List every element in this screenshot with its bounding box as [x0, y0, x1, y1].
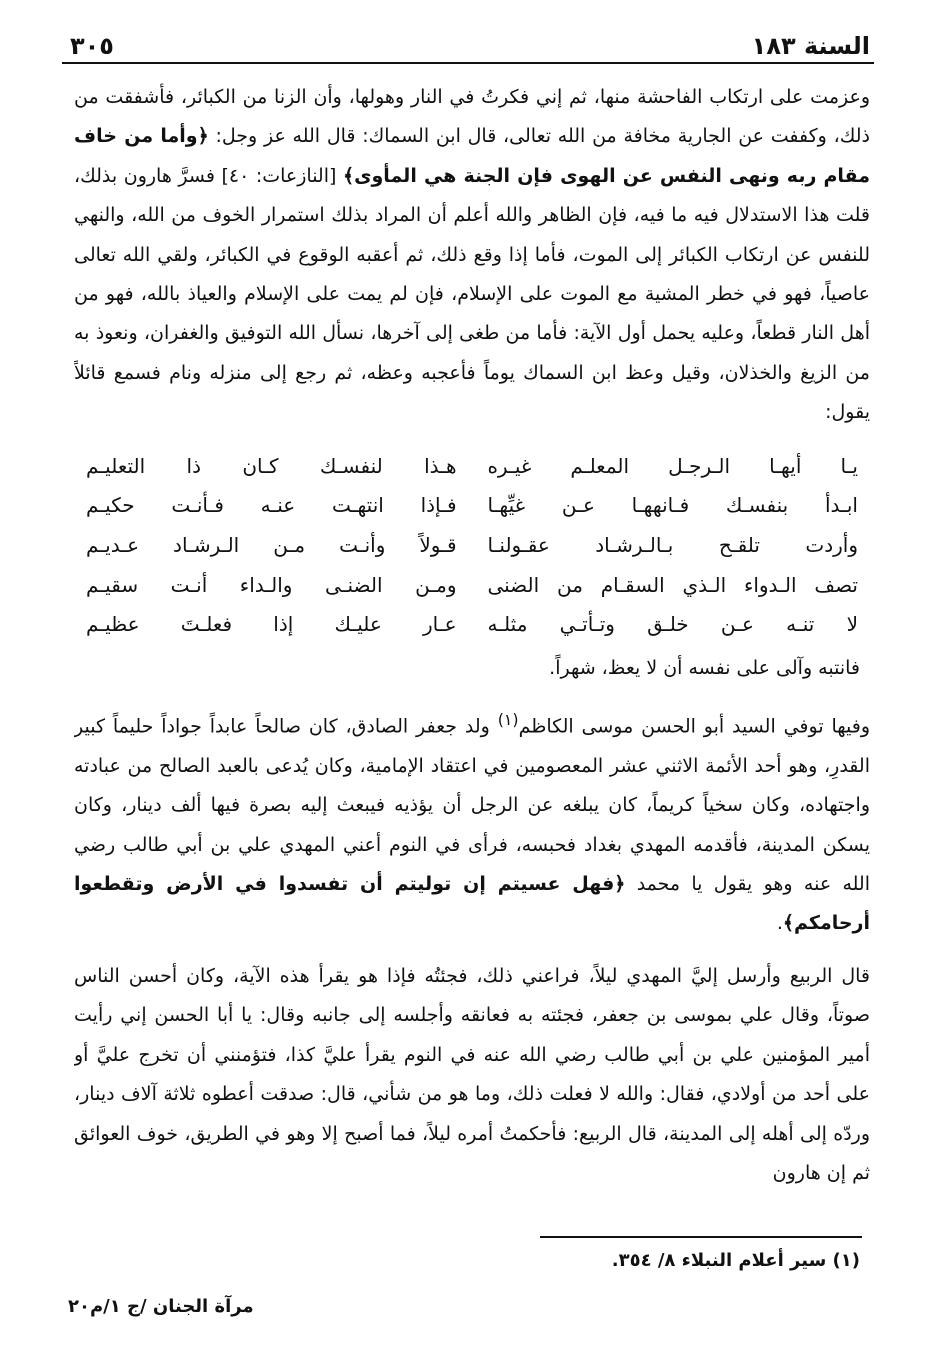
verse-first-hemistich: وأردت تلقـح بـالـرشـاد عقـولنـا: [487, 532, 858, 557]
verse-line: [86, 446, 858, 486]
footnote: (١) سير أعلام النبلاء ٨/ ٣٥٤.: [611, 1250, 860, 1271]
footnote-rule: [540, 1236, 862, 1238]
quran-quote-1: ﴿وأما من خاف مقام ربه ونهى النفس عن الهوى فإن الجنة هي المأوى﴾: [74, 125, 870, 187]
poem: [86, 446, 858, 644]
paragraph-2-text-c: .: [776, 912, 783, 935]
verse-second-hemistich: ومـن الضنـى والـداء أنـت سقيـم: [86, 572, 457, 597]
verse-first-hemistich: تصف الـدواء الـذي السقـام من الضنى: [487, 572, 858, 597]
verse-first-hemistich: يـا أيهـا الـرجـل المعلـم غيـره: [487, 453, 858, 478]
verse-line: [86, 525, 858, 565]
paragraph-al-rabi: قال الربيع وأرسل إليَّ المهدي ليلاً، فراعني ذلك، فجئتُه فإذا هو يقرأ هذه الآية، وكان أحسن الناس صوتاً، وقال علي بموسى بن جعفر، فجئته به فعانقه وأجلسه إلى جانبه وقال: يا أبا الحسن إني رأيت أمير المؤمنين علي بن أبي طالب رضي الله عنه في النوم يقرأ عليَّ كذا، فتؤمنني أن تخرج عليَّ أو على أحد من أولادي، فقال: والله لا فعلت ذلك، وما هو من شأني، قال: صدقت أعطوه ثلاثة آلاف دينار، وردّه إلى أهله إلى المدينة، قال الربيع: فأحكمتُ أمره ليلاً، فما أصبح إلا وهو في الطريق، خوف العوائق ثم إن هارون: [74, 965, 870, 1185]
verse-second-hemistich: فـإذا انتهـت عنـه فـأنـت حكيـم: [86, 493, 457, 518]
verse-line: [86, 604, 858, 644]
verse-first-hemistich: ابـدأ بنفسـك فـانههـا عـن غيِّهـا: [487, 493, 858, 518]
verse-line: [86, 565, 858, 605]
paragraph-ibn-al-sammak: [74, 78, 870, 433]
running-header-year: السنة ١٨٣: [751, 32, 870, 60]
page-footer-signature: مرآة الجنان /ج ١/م٢٠: [68, 1296, 254, 1317]
verse-first-hemistich: لا تنـه عـن خلـق وتـأتـي مثلـه: [487, 612, 858, 637]
verse-second-hemistich: قـولاً وأنـت مـن الـرشـاد عـديـم: [86, 532, 457, 557]
paragraph-1-text-a: وعزمت على ارتكاب الفاحشة منها، ثم إني فكرتُ في النار وهولها، وأن الزنا من الكبائر، فأشفقت من ذلك، وكففت عن الجارية مخافة من الله تعالى، قال ابن السماك: قال الله عز وجل:: [74, 86, 870, 148]
paragraph-2-text-b: ولد جعفر الصادق، كان صالحاً عابداً جواداً حليماً كبير القدرِ، وهو أحد الأئمة الاثني عشر المعصومين في اعتقاد الإمامية، وكان يُدعى بالعبد الصالح من عبادته واجتهاده، وكان سخياً كريماً، كان يبلغه عن الرجل أن يؤذيه فيبعث إليه بصرة فيها ألف دينار، وكان يسكن المدينة، فأقدمه المهدي بغداد فحبسه، فرأى في النوم أعني المهدي علي بن أبي طالب رضي الله عنه وهو يقول يا محمد: [74, 715, 870, 895]
footnote-reference[interactable]: (١): [497, 710, 519, 729]
paragraph-2-text-a: وفيها توفي السيد أبو الحسن موسى الكاظم: [518, 715, 870, 738]
page-number: ٣٠٥: [70, 32, 114, 60]
verse-second-hemistich: هـذا لنفسـك كـان ذا التعليـم: [86, 453, 457, 478]
paragraph-musa-al-kazim: [74, 700, 870, 942]
quran-quote-2: ﴿فهل عسيتم إن توليتم أن تفسدوا في الأرض وتقطعوا أرحامكم﴾: [74, 872, 870, 935]
paragraph-1-text-b: [النازعات: ٤٠] فسرَّ هارون بذلك، قلت هذا الاستدلال فيه ما فيه، فإن الظاهر والله أعلم أن المراد بذلك استمرار الخوف من الله، والنهي للنفس عن ارتكاب الكبائر إلى الموت، فأما إذا وقع ذلك، ثم أعقبه الوقوع في الكبائر، ولقي الله تعالى عاصياً، فهو في خطر المشية مع الموت على الإسلام، فإن لم يمت على الإسلام والعياذ بالله، فهو من أهل النار قطعاً، وعليه يحمل أول الآية: فأما من طغى إلى آخرها، نسأل الله التوفيق والغفران، ونعوذ به من الزيغ والخذلان، وقيل وعظ ابن السماك يوماً فأعجبه وعظه، ثم رجع إلى منزله ونام فسمع قائلاً يقول:: [74, 164, 870, 424]
verse-line: [86, 486, 858, 526]
after-verse-line: فانتبه وآلى على نفسه أن لا يعظ، شهراً.: [549, 657, 860, 679]
header-rule: [62, 62, 874, 64]
verse-second-hemistich: عـار عليـك إذا فعلـتَ عظيـم: [86, 612, 457, 637]
